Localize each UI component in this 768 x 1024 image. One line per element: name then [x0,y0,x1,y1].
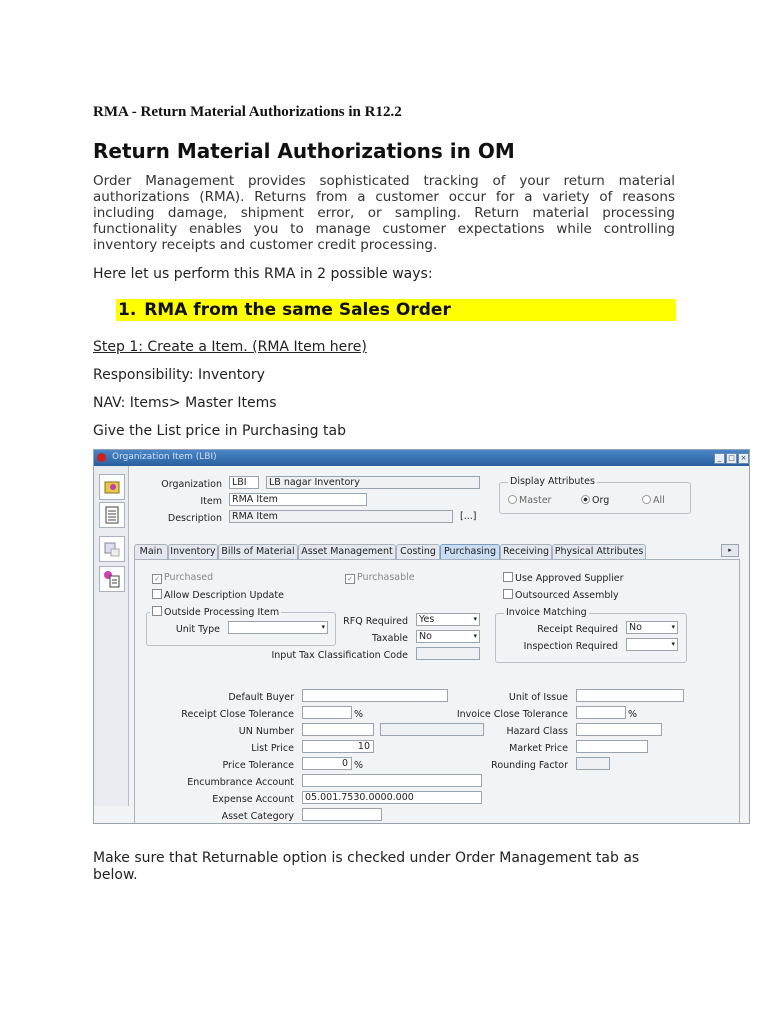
outside-processing-label: Outside Processing Item [164,607,280,618]
asset-category-label: Asset Category [221,811,294,822]
inspection-required-select[interactable] [626,638,678,651]
radio-org-label: Org [592,495,610,506]
receipt-required-value: No [629,622,642,633]
description-field[interactable]: RMA Item [229,510,453,523]
nav-line: NAV: Items> Master Items [93,395,277,411]
asset-category-field[interactable] [302,808,382,821]
market-price-label: Market Price [509,743,568,754]
section-title: RMA from the same Sales Order [144,300,451,320]
folder-icon[interactable] [99,474,125,500]
tab-purchasing[interactable]: Purchasing [440,544,500,559]
price-tolerance-field[interactable]: 0 [302,757,352,770]
purchasable-checkbox[interactable]: ✓ Purchasable [345,572,415,584]
receipt-required-select[interactable] [626,621,678,634]
intro-paragraph: Order Management provides sophisticated tracking of your return material authorizations (RMA). Returns from a customer occur for a variety of reasons including damage, shipment error, or sampling. Return material processing functionality enables you to manage customer expectations while controlling inventory receipts and customer credit processing. [93,173,675,253]
purchasable-label: Purchasable [357,572,415,583]
page-title: Return Material Authorizations in OM [93,139,515,163]
encumbrance-account-field[interactable] [302,774,482,787]
default-buyer-field[interactable] [302,689,448,702]
default-buyer-label: Default Buyer [228,692,294,703]
radio-all[interactable] [642,495,665,506]
organization-name-field: LB nagar Inventory [266,476,480,489]
item-field[interactable]: RMA Item [229,493,367,506]
receipt-close-tolerance-label: Receipt Close Tolerance [181,709,294,720]
minimize-icon[interactable]: _ [714,453,725,464]
radio-master[interactable] [508,495,551,506]
chevron-down-icon: ▾ [473,615,477,623]
section-heading [116,299,676,321]
description-label: Description [167,513,222,524]
window-title: Organization Item (LBI) [112,452,217,462]
rfq-required-value: Yes [419,614,435,625]
purchased-checkbox[interactable]: ✓ Purchased [152,572,213,584]
tab-costing[interactable]: Costing [396,544,440,559]
expense-account-label: Expense Account [212,794,294,805]
step-1: Step 1: Create a Item. (RMA Item here) [93,339,367,355]
percent-label: % [628,709,638,720]
tab-main[interactable]: Main [134,544,168,559]
chevron-down-icon: ▾ [321,623,325,631]
unit-of-issue-field[interactable] [576,689,684,702]
chevron-down-icon: ▾ [473,632,477,640]
organization-label: Organization [161,479,222,490]
list-price-field[interactable]: 10 [302,740,374,753]
list-price-instruction: Give the List price in Purchasing tab [93,423,346,439]
close-icon[interactable]: × [738,453,749,464]
taxable-select[interactable] [416,630,480,643]
tab-receiving[interactable]: Receiving [500,544,552,559]
intro-line: Here let us perform this RMA in 2 possible ways: [93,266,433,282]
allow-description-update-label: Allow Description Update [164,590,284,601]
chevron-down-icon: ▾ [671,640,675,648]
tab-bills-of-material[interactable]: Bills of Material [218,544,298,559]
oracle-logo-icon [97,453,106,462]
invoice-close-tolerance-label: Invoice Close Tolerance [456,709,568,720]
price-tolerance-label: Price Tolerance [222,760,294,771]
list-icon[interactable] [99,502,125,528]
radio-org[interactable] [581,495,609,506]
un-number-label: UN Number [238,726,294,737]
radio-all-label: All [653,495,665,506]
percent-label: % [354,760,364,771]
receipt-required-label: Receipt Required [537,624,618,635]
list-price-label: List Price [251,743,294,754]
rounding-factor-label: Rounding Factor [491,760,568,771]
tab-asset-management[interactable]: Asset Management [298,544,396,559]
encumbrance-account-label: Encumbrance Account [187,777,294,788]
taxable-value: No [419,631,432,642]
inspection-required-label: Inspection Required [523,641,618,652]
outsourced-assembly-label: Outsourced Assembly [515,590,619,601]
tab-scroll-right-icon[interactable]: ▸ [721,544,739,557]
chevron-down-icon: ▾ [671,623,675,631]
use-approved-supplier-checkbox[interactable] [503,572,624,584]
receipt-close-tolerance-field[interactable] [302,706,352,719]
market-price-field[interactable] [576,740,648,753]
tab-physical-attributes[interactable]: Physical Attributes [552,544,646,559]
unit-of-issue-label: Unit of Issue [508,692,568,703]
rfq-required-select[interactable] [416,613,480,626]
input-tax-label: Input Tax Classification Code [271,650,408,661]
taxable-label: Taxable [371,633,408,644]
purchased-label: Purchased [164,572,214,583]
invoice-close-tolerance-field[interactable] [576,706,626,719]
invoice-matching-title: Invoice Matching [506,607,587,618]
unit-type-select[interactable] [228,621,328,634]
window-titlebar [94,450,749,466]
tab-inventory[interactable]: Inventory [168,544,218,559]
closing-paragraph: Make sure that Returnable option is checked under Order Management tab as below. [93,850,640,883]
outsourced-assembly-checkbox[interactable] [503,589,619,601]
maximize-icon[interactable]: □ [726,453,737,464]
use-approved-supplier-label: Use Approved Supplier [515,573,624,584]
left-toolbar [94,466,129,806]
percent-label: % [354,709,364,720]
organization-item-form [93,449,750,824]
outside-processing-checkbox[interactable] [150,606,281,618]
description-lov-button[interactable]: [...] [460,511,477,522]
allow-description-update-checkbox[interactable] [152,589,284,601]
hazard-class-label: Hazard Class [506,726,568,737]
page-header: RMA - Return Material Authorizations in R12.2 [93,104,402,120]
expense-account-field[interactable]: 05.001.7530.0000.000 [302,791,482,804]
hazard-class-field[interactable] [576,723,662,736]
attachments-icon[interactable] [99,566,125,592]
item-label: Item [200,496,222,507]
tools-icon[interactable] [99,536,125,562]
rounding-factor-field[interactable] [576,757,610,770]
rfq-required-label: RFQ Required [343,616,408,627]
display-attributes-title: Display Attributes [510,476,595,487]
unit-type-label: Unit Type [175,624,220,635]
input-tax-field[interactable] [416,647,480,660]
responsibility-line: Responsibility: Inventory [93,367,265,383]
radio-master-label: Master [519,495,552,506]
un-number-field[interactable] [302,723,374,736]
organization-code-field[interactable]: LBI [229,476,259,489]
section-number: 1. [118,300,137,320]
